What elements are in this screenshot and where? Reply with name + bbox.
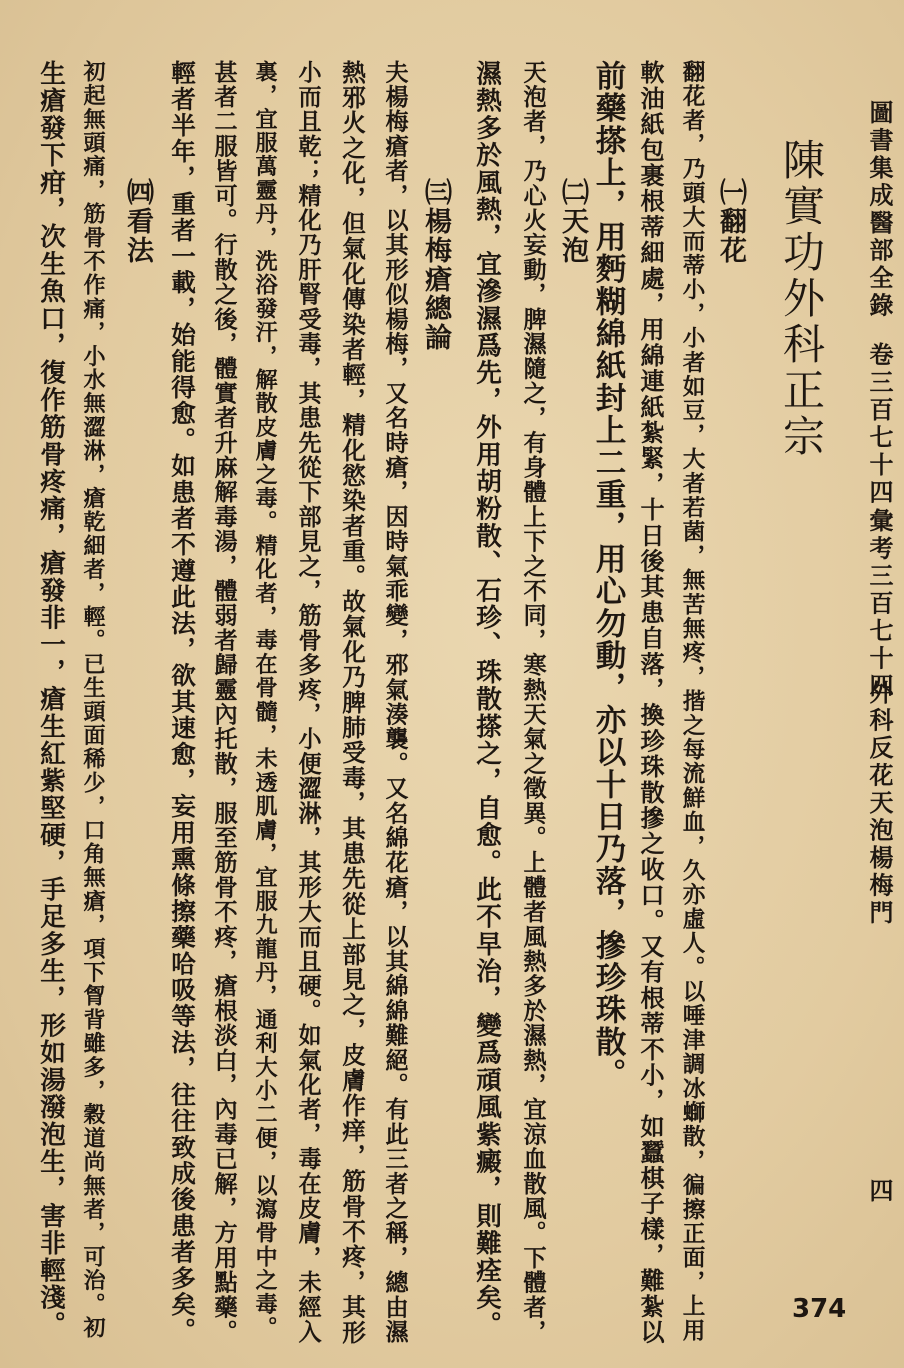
text-line: 裏，宜服萬靈丹，洗浴發汗，解散皮膚之毒。精化者，毒在骨髓，未透肌膚，宜服九龍丹，通利大小二便，以瀉骨中之毒。 <box>252 60 278 1340</box>
text-line: 前藥搽上，用麪糊綿紙封上二重，用心勿動，亦以十日乃落，摻珍珠散。 <box>590 60 626 1091</box>
running-page-numeral: 四 <box>865 1178 894 1206</box>
section-heading: ㈠翻花 <box>715 178 746 265</box>
header-category: 彙考三百七十四 <box>865 508 894 701</box>
header-volume: 卷三百七十四 <box>865 342 894 507</box>
text-line: 熱邪火之化，但氣化傳染者輕，精化慾染者重。故氣化乃脾肺受毒，其患先從上部見之，皮膚作痒，筋骨不疼，其形 <box>338 60 366 1346</box>
header-section: 外科反花天泡楊梅門 <box>865 680 894 928</box>
text-line: 輕者半年，重者一載，始能得愈。如患者不遵此法，欲其速愈，妄用熏條擦藥哈吸等法，往往致成後患者多矣。 <box>168 60 197 1344</box>
text-line: 濕熱多於風熱，宜滲濕爲先，外用胡粉散、石珍、珠散搽之，自愈。此不早治，變爲頑風紫癜，則難痊矣。 <box>472 60 502 1339</box>
text-line: 生瘡發下疳，次生魚口，復作筋骨疼痛，瘡發非一，瘡生紅紫堅硬，手足多生，形如湯潑泡生，害非輕淺。 <box>36 60 66 1339</box>
page-number: 374 <box>792 1294 847 1324</box>
text-line: 初起無頭痛，筋骨不作痛，小水無澀淋，瘡乾細者，輕。已生頭面稀少，口角無瘡，項下胷背雖多，穀道尚無者，可治。初 <box>80 60 106 1340</box>
section-heading: ㈣看法 <box>122 178 153 265</box>
text-line: 翻花者，乃頭大而蒂小，小者如豆，大者若菌，無苦無疼，揩之每流鮮血，久亦虛人。以唾津調冰螄散，徧擦正面，上用 <box>679 60 705 1343</box>
text-line: 小而且乾；精化乃肝腎受毒，其患先從下部見之，筋骨多疼，小便澀淋，其形大而且硬。如氣化者，毒在皮膚，未經入 <box>294 60 321 1345</box>
header-series-title: 圖書集成醫部全錄 <box>865 100 894 320</box>
section-heading: ㈢楊梅瘡總論 <box>420 178 451 352</box>
section-heading: ㈡天泡 <box>557 178 588 265</box>
text-line: 天泡者，乃心火妄動，脾濕隨之，有身體上下之不同，寒熱天氣之徵異。上體者風熱多於濕熱，宜涼血散風。下體者， <box>519 60 546 1345</box>
page-title: 陳實功外科正宗 <box>777 138 826 460</box>
text-line: 甚者二服皆可。行散之後，體實者升麻解毒湯，體弱者歸靈內托散，服至筋骨不疼，瘡根淡白，內毒已解，方用點藥。 <box>210 60 237 1345</box>
text-line: 夫楊梅瘡者，以其形似楊梅，又名時瘡，因時氣乖變，邪氣湊襲。又名綿花瘡，以其綿綿難絕。有此三者之稱，總由濕 <box>381 60 408 1345</box>
text-line: 軟油紙包裹根蒂細處，用綿連紙紮緊，十日後其患自落，換珍珠散摻之收口。又有根蒂不小，如蠶棋子樣，難紮以 <box>636 60 665 1345</box>
